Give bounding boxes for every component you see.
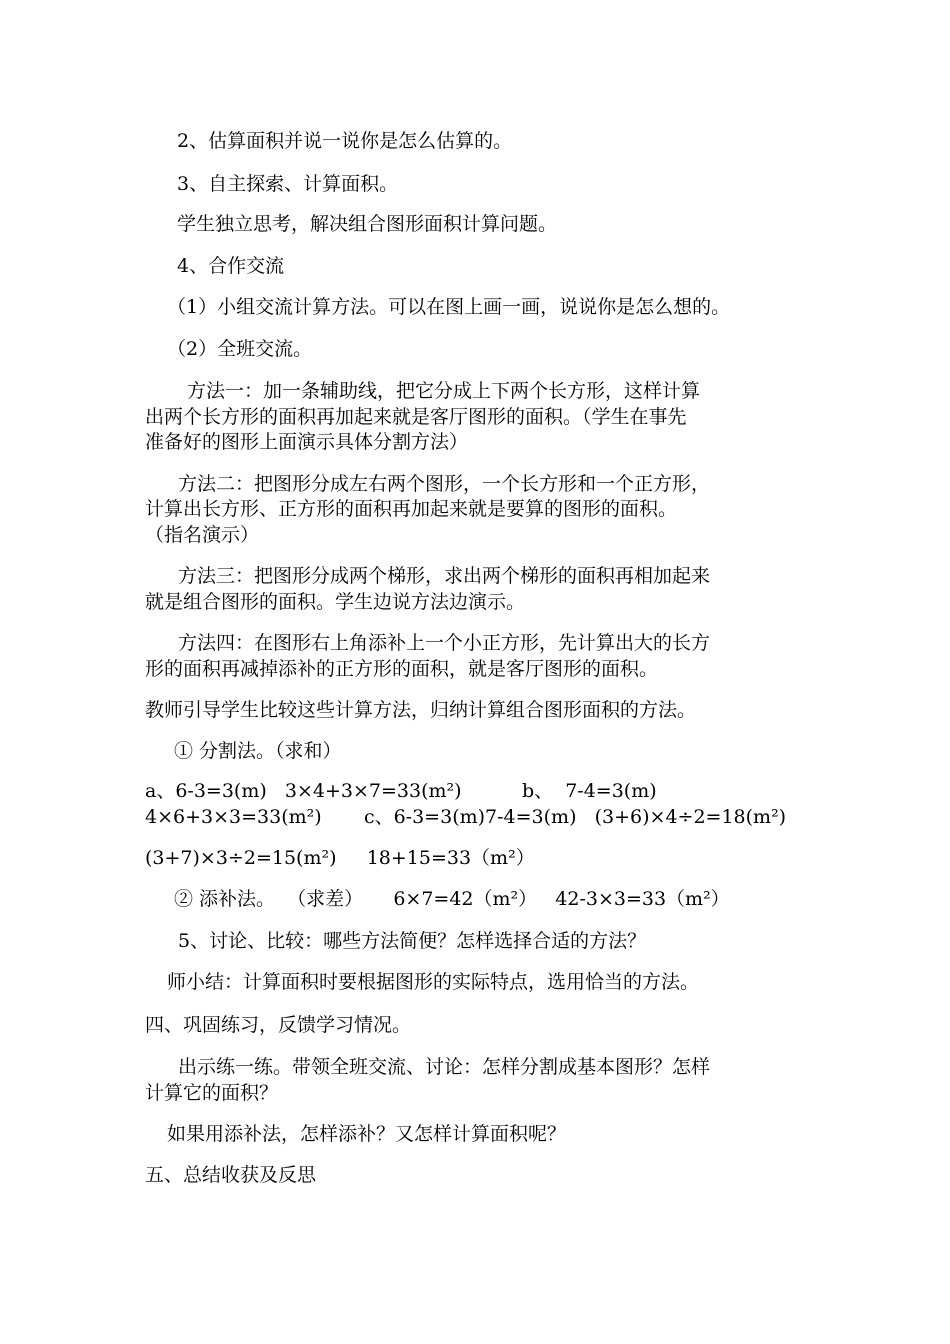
text-line-27: 计算它的面积？ <box>145 1082 279 1104</box>
text-line-6: （2）全班交流。 <box>167 338 313 360</box>
text-line-22: ② 添补法。 （求差） 6×7=42（m²） 42-3×3=33（m²） <box>174 888 730 910</box>
text-line-19: a、6-3=3(m) 3×4+3×7=33(m²) b、 7-4=3(m) <box>145 780 657 802</box>
text-line-14: 就是组合图形的面积。学生边说方法边演示。 <box>145 591 526 613</box>
text-line-26: 出示练一练。带领全班交流、讨论：怎样分割成基本图形？怎样 <box>178 1056 711 1078</box>
text-line-8: 出两个长方形的面积再加起来就是客厅图形的面积。（学生在事先 <box>145 406 687 428</box>
text-line-4: 4、合作交流 <box>177 255 285 277</box>
text-line-2: 3、自主探索、计算面积。 <box>177 173 399 195</box>
section-heading-five: 五、总结收获及反思 <box>145 1164 317 1186</box>
text-line-17: 教师引导学生比较这些计算方法，归纳计算组合图形面积的方法。 <box>145 699 697 721</box>
text-line-12: （指名演示） <box>145 524 260 546</box>
text-line-24: 师小结：计算面积时要根据图形的实际特点，选用恰当的方法。 <box>167 971 700 993</box>
text-line-20: 4×6+3×3=33(m²) c、6-3=3(m)7-4=3(m) (3+6)×4÷2=18(m²) <box>145 806 787 828</box>
text-line-7: 方法一：加一条辅助线，把它分成上下两个长方形，这样计算 <box>187 380 701 402</box>
text-line-9: 准备好的图形上面演示具体分割方法） <box>145 431 469 453</box>
section-heading-four: 四、巩固练习，反馈学习情况。 <box>145 1014 412 1036</box>
text-line-3: 学生独立思考，解决组合图形面积计算问题。 <box>177 213 558 235</box>
text-line-16: 形的面积再减掉添补的正方形的面积，就是客厅图形的面积。 <box>145 658 659 680</box>
text-line-13: 方法三：把图形分成两个梯形，求出两个梯形的面积再相加起来 <box>178 565 711 587</box>
text-line-18: ① 分割法。（求和） <box>174 740 342 762</box>
text-line-23: 5、讨论、比较：哪些方法简便？怎样选择合适的方法？ <box>178 930 647 952</box>
text-line-28: 如果用添补法，怎样添补？又怎样计算面积呢？ <box>167 1123 567 1145</box>
text-line-5: （1）小组交流计算方法。可以在图上画一画，说说你是怎么想的。 <box>167 296 731 318</box>
text-line-15: 方法四：在图形右上角添补上一个小正方形，先计算出大的长方 <box>178 632 711 654</box>
text-line-10: 方法二：把图形分成左右两个图形，一个长方形和一个正方形， <box>178 473 711 495</box>
text-line-21: (3+7)×3÷2=15(m²) 18+15=33（m²） <box>145 847 535 869</box>
text-line-1: 2、估算面积并说一说你是怎么估算的。 <box>177 130 513 152</box>
text-line-11: 计算出长方形、正方形的面积再加起来就是要算的图形的面积。 <box>145 498 678 520</box>
